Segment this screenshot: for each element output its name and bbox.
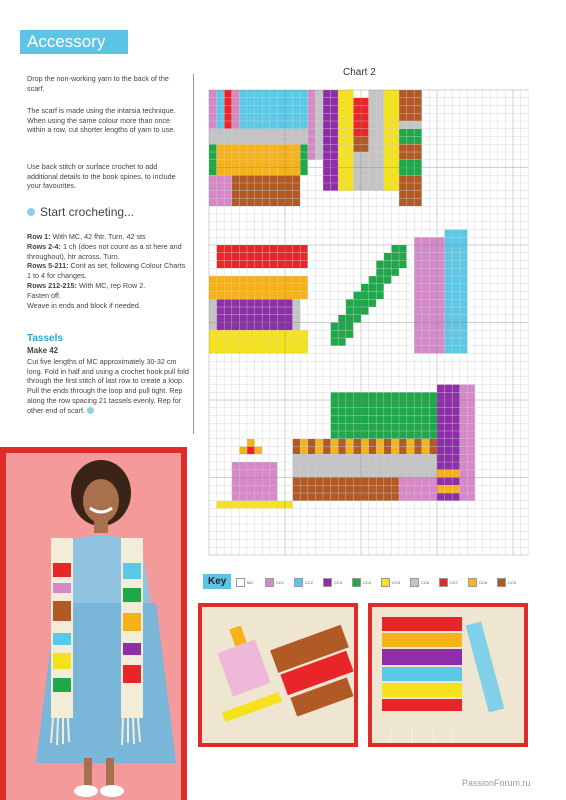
fasten-off-text: Fasten off. <box>27 290 61 300</box>
subheading-label: Start crocheting... <box>40 205 135 219</box>
key-code: CC4 <box>363 580 372 585</box>
chart-block <box>232 90 240 129</box>
chart-title: Chart 2 <box>343 67 376 78</box>
row-instruction: Row 1: With MC, 42 fhtr. Turn. 42 sts <box>27 232 146 241</box>
column-divider <box>193 74 194 434</box>
key-item <box>439 578 468 587</box>
key-swatch <box>236 578 245 587</box>
key-swatch <box>439 578 448 587</box>
chart-block <box>247 439 255 447</box>
chart-block <box>308 90 316 160</box>
chart-block <box>315 90 323 160</box>
instruction-paragraph: Drop the non-working yarn to the back of the scarf. <box>27 74 169 93</box>
chart-block <box>209 330 308 353</box>
bullet-dot-icon <box>27 208 35 216</box>
chart-block <box>437 470 460 478</box>
chart-block <box>217 90 225 129</box>
key-item <box>236 578 265 587</box>
chart-block <box>247 447 255 455</box>
make-count: Make 42 <box>27 346 59 355</box>
key-code: CC7 <box>450 580 459 585</box>
key-item <box>323 578 352 587</box>
key-item <box>497 578 526 587</box>
key-swatch <box>381 578 390 587</box>
key-item <box>410 578 439 587</box>
instruction-paragraph: Use back stitch or surface crochet to add additional details to the book spines, to include your favourites. <box>27 162 176 191</box>
key-code: CC6 <box>421 580 430 585</box>
key-code: CC2 <box>305 580 314 585</box>
detail-photo-books <box>368 603 528 747</box>
key-item <box>265 578 294 587</box>
key-item <box>352 578 381 587</box>
detail-illustration-books <box>372 607 524 743</box>
chart-block <box>209 276 308 299</box>
key-code: CC8 <box>479 580 488 585</box>
watermark: PassionForum.ru <box>462 778 531 788</box>
detail-photo-cake <box>198 603 358 747</box>
chart-block <box>209 90 217 129</box>
key-code: CC3 <box>334 580 343 585</box>
chart-block <box>399 478 437 501</box>
model-illustration <box>6 453 181 800</box>
key-swatch <box>352 578 361 587</box>
chart-block <box>399 121 422 129</box>
row-instruction: Rows 5-211: Cont as set, following Colour Charts 1 to 4 for changes. <box>27 261 186 281</box>
key-code: CC5 <box>392 580 401 585</box>
key-swatch <box>323 578 332 587</box>
model-photo-frame <box>0 447 187 800</box>
key-item <box>468 578 497 587</box>
key-swatch <box>265 578 274 587</box>
instruction-paragraph: The scarf is made using the intarsia technique. When using the same colour more than once within a row, cut shorter lengths of yarn to use. <box>27 106 176 135</box>
model-photo <box>6 453 181 800</box>
row-instruction: Rows 2-4: 1 ch (does not count as a st here and throughout), htr across. Turn. <box>27 241 182 261</box>
chart-block <box>224 90 232 129</box>
chart-block <box>239 90 307 129</box>
chart-block <box>293 454 437 477</box>
chart-grid <box>197 80 529 564</box>
key-code: CC9 <box>508 580 517 585</box>
colour-key <box>236 578 526 587</box>
row-instructions <box>27 232 191 310</box>
chart-block <box>437 385 460 501</box>
key-code: CC1 <box>276 580 285 585</box>
section-title: Accessory <box>20 30 128 54</box>
key-item <box>381 578 410 587</box>
key-swatch <box>468 578 477 587</box>
key-label: Key <box>203 574 231 589</box>
key-swatch <box>497 578 506 587</box>
tassels-instructions: Cut five lengths of MC approximately 30-32 cm long. Fold in half and using a crochet hook pull fold through the first stitch of last row to create a loop. Pull the ends through the loop and pull tight. Rep along the row spacing 21 tassels evenly. Rep for other end of scarf. <box>27 357 189 415</box>
row-instruction: Rows 212-215: With MC, rep Row 2. <box>27 280 146 290</box>
colour-chart <box>197 80 529 564</box>
detail-illustration-cake <box>202 607 354 743</box>
key-swatch <box>294 578 303 587</box>
chart-block <box>437 485 460 493</box>
weave-text: Weave in ends and block if needed. <box>27 300 141 310</box>
key-swatch <box>410 578 419 587</box>
end-dot-icon <box>87 407 94 414</box>
key-code: MC <box>247 580 254 585</box>
start-crocheting-heading <box>27 205 134 219</box>
key-item <box>294 578 323 587</box>
tassels-heading: Tassels <box>27 333 63 344</box>
